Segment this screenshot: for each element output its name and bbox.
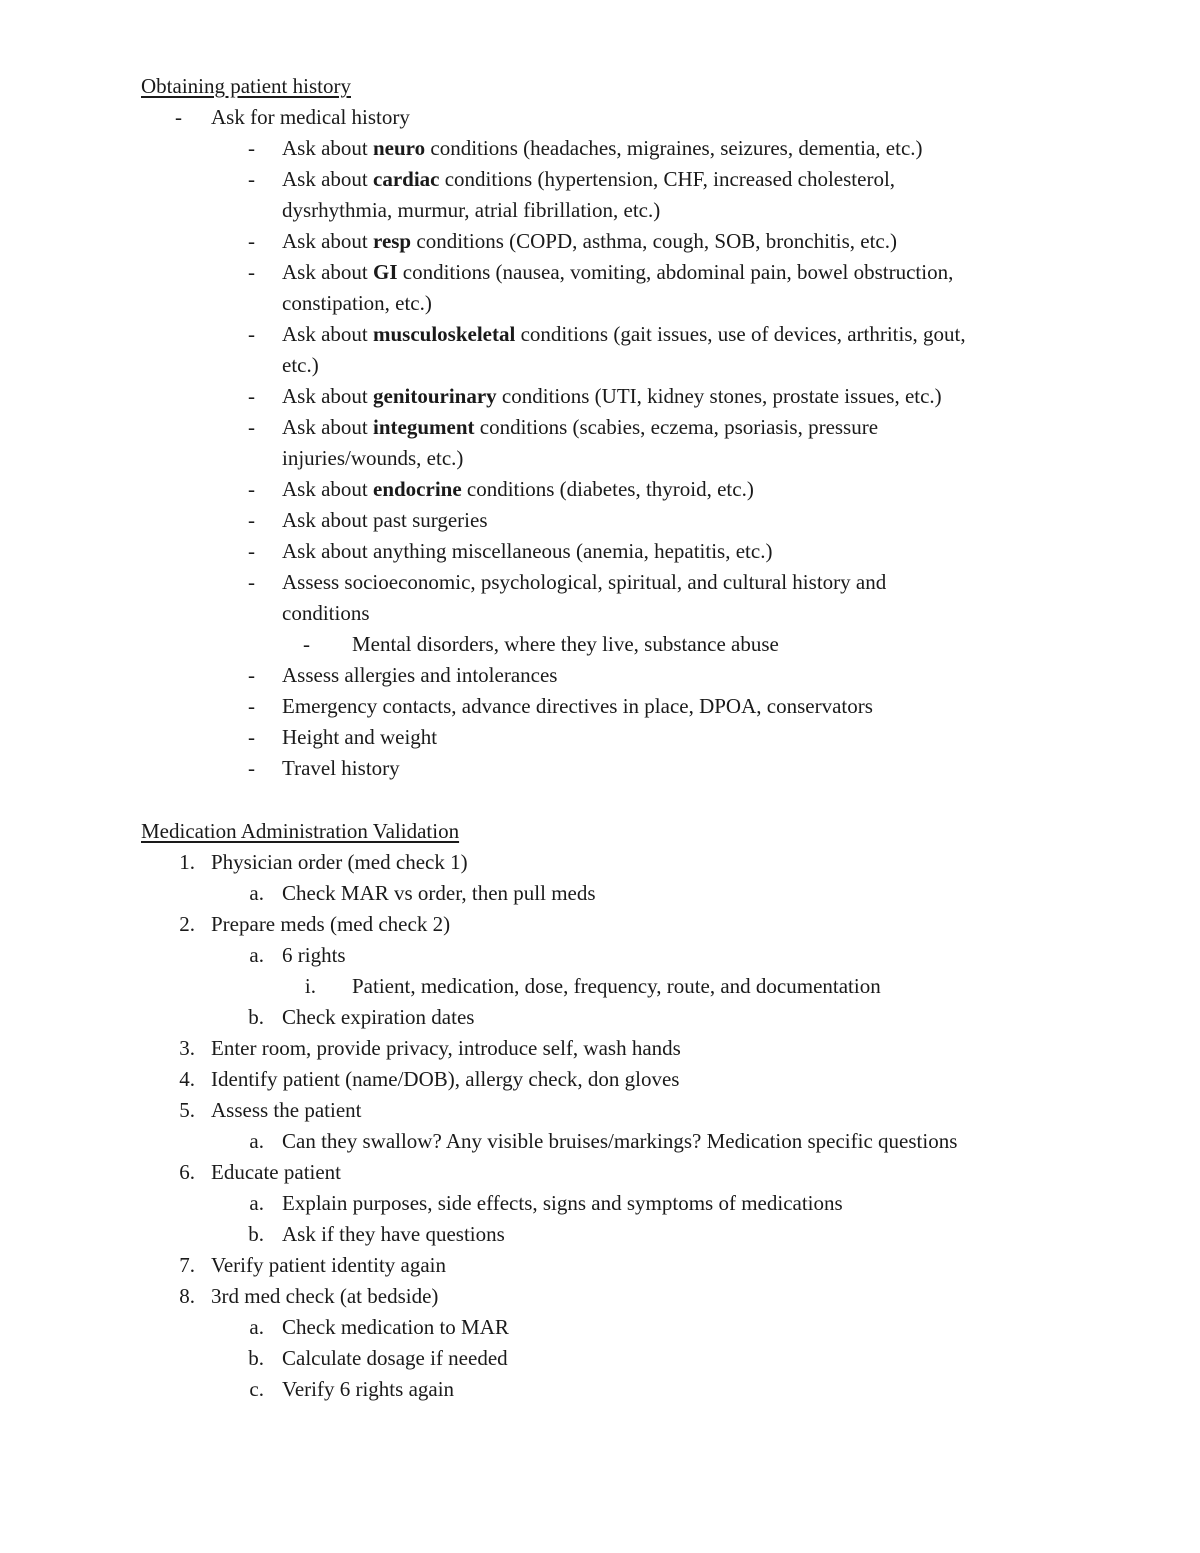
dash-bullet: -	[248, 694, 255, 718]
list-item: Height and weight	[282, 725, 438, 749]
list-roman: i.	[304, 974, 316, 998]
dash-bullet: -	[303, 632, 310, 656]
list-letter: b.	[248, 1222, 264, 1246]
list-item-continuation: etc.)	[282, 353, 319, 377]
sub-list-item: Mental disorders, where they live, substance abuse	[352, 632, 779, 656]
dash-bullet: -	[175, 105, 182, 129]
list-letter: a.	[249, 1129, 264, 1153]
numbered-item: Identify patient (name/DOB), allergy check, don gloves	[211, 1067, 680, 1091]
numbered-item: Educate patient	[211, 1160, 342, 1184]
numbered-item: 3rd med check (at bedside)	[211, 1284, 439, 1308]
lettered-item: Verify 6 rights again	[282, 1377, 455, 1401]
numbered-item: Physician order (med check 1)	[211, 850, 468, 874]
list-letter: b.	[248, 1005, 264, 1029]
numbered-item: Assess the patient	[211, 1098, 362, 1122]
list-number: 6.	[179, 1160, 195, 1184]
lettered-item: Check medication to MAR	[282, 1315, 509, 1339]
dash-bullet: -	[248, 539, 255, 563]
list-item: Ask about integument conditions (scabies, eczema, psoriasis, pressure	[282, 415, 879, 439]
list-item-continuation: injuries/wounds, etc.)	[282, 446, 464, 470]
list-letter: a.	[249, 943, 264, 967]
list-number: 3.	[179, 1036, 195, 1060]
list-letter: a.	[249, 881, 264, 905]
numbered-item: Verify patient identity again	[211, 1253, 447, 1277]
list-number: 4.	[179, 1067, 195, 1091]
list-number: 2.	[179, 912, 195, 936]
list-number: 7.	[179, 1253, 195, 1277]
list-item: Ask about anything miscellaneous (anemia, hepatitis, etc.)	[282, 539, 773, 563]
dash-bullet: -	[248, 663, 255, 687]
dash-bullet: -	[248, 136, 255, 160]
list-item: Ask about musculoskeletal conditions (gait issues, use of devices, arthritis, gout,	[282, 322, 966, 346]
dash-bullet: -	[248, 260, 255, 284]
section-heading-medication-validation: Medication Administration Validation	[141, 819, 460, 843]
lettered-item: Check MAR vs order, then pull meds	[282, 881, 596, 905]
dash-bullet: -	[248, 384, 255, 408]
lettered-item: Check expiration dates	[282, 1005, 475, 1029]
lettered-item: Ask if they have questions	[282, 1222, 505, 1246]
list-letter: a.	[249, 1315, 264, 1339]
list-item: Ask about past surgeries	[282, 508, 488, 532]
lettered-item: Explain purposes, side effects, signs and symptoms of medications	[282, 1191, 843, 1215]
lettered-item: Can they swallow? Any visible bruises/markings? Medication specific questions	[282, 1129, 958, 1153]
section-heading-patient-history: Obtaining patient history	[141, 74, 351, 98]
dash-bullet: -	[248, 725, 255, 749]
list-letter: b.	[248, 1346, 264, 1370]
list-item: Ask about cardiac conditions (hypertension, CHF, increased cholesterol,	[282, 167, 896, 191]
roman-item: Patient, medication, dose, frequency, route, and documentation	[352, 974, 881, 998]
list-item: Ask about resp conditions (COPD, asthma, cough, SOB, bronchitis, etc.)	[282, 229, 897, 253]
list-number: 1.	[179, 850, 195, 874]
dash-bullet: -	[248, 167, 255, 191]
list-item: Assess socioeconomic, psychological, spiritual, and cultural history and	[282, 570, 887, 594]
dash-bullet: -	[248, 477, 255, 501]
list-item-continuation: conditions	[282, 601, 370, 625]
list-item-medical-history: Ask for medical history	[211, 105, 410, 129]
list-item: Travel history	[282, 756, 400, 780]
list-item-continuation: constipation, etc.)	[282, 291, 432, 315]
list-item: Ask about endocrine conditions (diabetes, thyroid, etc.)	[282, 477, 754, 501]
list-item-continuation: dysrhythmia, murmur, atrial fibrillation, etc.)	[282, 198, 661, 222]
dash-bullet: -	[248, 415, 255, 439]
list-letter: c.	[249, 1377, 264, 1401]
numbered-item: Prepare meds (med check 2)	[211, 912, 451, 936]
dash-bullet: -	[248, 570, 255, 594]
numbered-item: Enter room, provide privacy, introduce self, wash hands	[211, 1036, 681, 1060]
lettered-item: 6 rights	[282, 943, 346, 967]
list-item: Ask about genitourinary conditions (UTI, kidney stones, prostate issues, etc.)	[282, 384, 942, 408]
dash-bullet: -	[248, 229, 255, 253]
lettered-item: Calculate dosage if needed	[282, 1346, 508, 1370]
list-number: 5.	[179, 1098, 195, 1122]
list-item: Assess allergies and intolerances	[282, 663, 558, 687]
list-item: Ask about neuro conditions (headaches, migraines, seizures, dementia, etc.)	[282, 136, 923, 160]
list-number: 8.	[179, 1284, 195, 1308]
list-item: Emergency contacts, advance directives in place, DPOA, conservators	[282, 694, 873, 718]
list-item: Ask about GI conditions (nausea, vomiting, abdominal pain, bowel obstruction,	[282, 260, 954, 284]
dash-bullet: -	[248, 508, 255, 532]
list-letter: a.	[249, 1191, 264, 1215]
dash-bullet: -	[248, 756, 255, 780]
dash-bullet: -	[248, 322, 255, 346]
